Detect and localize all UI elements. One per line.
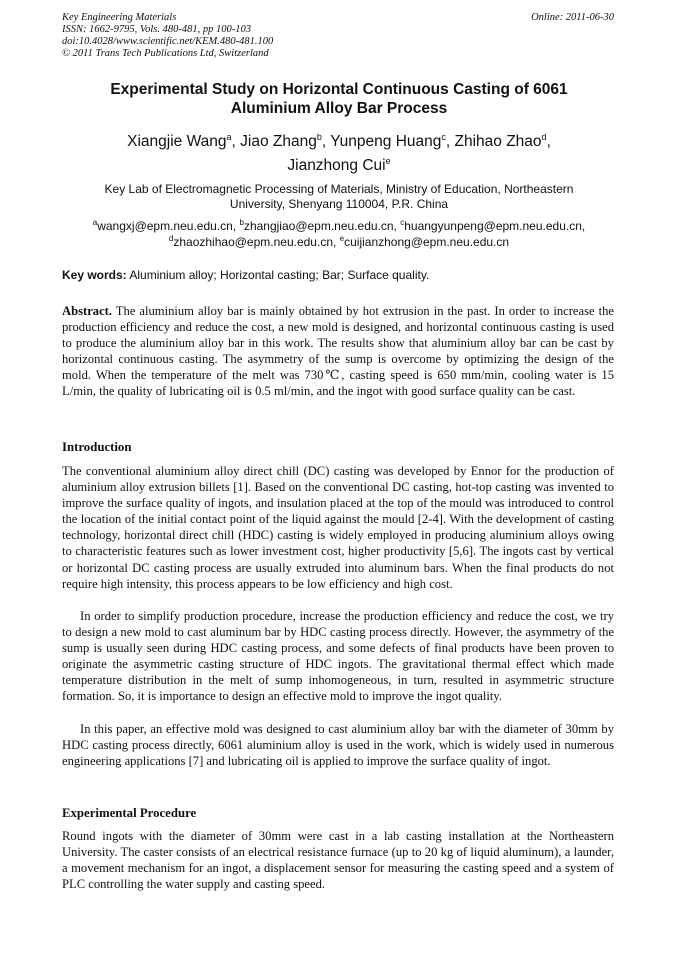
abstract-label: Abstract. <box>62 304 113 318</box>
intro-paragraph-1: The conventional aluminium alloy direct chill (DC) casting was developed by Ennor for the production of aluminium alloy extrusion billets [1]. Based on the conventional DC casting, hot-top casting was invented to improve the surface quality of ingots, and insulation placed at the top of the mould was introduced to control the location of the initial contact point of the liquid against the mould [2-4]. With the development of casting technology, horizontal direct chill (HDC) casting is widely employed in producing aluminium alloys owing to characteristic features such as lower investment cost, higher productivity [5,6]. The ingots cast by vertical or horizontal DC casting process are usually extruded into aluminum bars. When the final products do not require high intensity, this process appears to be low efficiency and high cost. <box>62 464 614 591</box>
author-separator: , <box>546 133 551 150</box>
email-mark: d <box>168 234 174 243</box>
email-list <box>70 218 608 250</box>
intro-paragraph-2: In order to simplify production procedure, increase the production efficiency and reduce the cost, we try to design a new mold to cast aluminum bar by HDC casting process directly. However, the asymmetry of the sump is usually seen during HDC casting process, and some defects of final products have been proven to originate the asymmetric casting structure of HDC ingots. The gravitational thermal effect which made temperature distribution in the melt of sump inhomogeneous, in turn, resulted in asymmetric structure formation. So, it is importance to design an effective mold to improve the ingot quality. <box>62 609 614 704</box>
affiliation <box>80 182 598 212</box>
journal-header <box>62 12 614 60</box>
keywords-label: Key words: <box>62 268 127 282</box>
author-list <box>80 130 598 178</box>
author-affil-mark: b <box>316 132 322 142</box>
email-address[interactable]: cuijianzhong@epm.neu.edu.cn <box>344 235 510 249</box>
paper-title <box>70 80 608 118</box>
author-separator: , <box>231 133 241 150</box>
title-line-2: Aluminium Alloy Bar Process <box>230 100 448 117</box>
title-line-1: Experimental Study on Horizontal Continuous Casting of 6061 <box>110 81 568 98</box>
author-affil-mark: d <box>541 132 547 142</box>
author-affil-mark: c <box>441 132 446 142</box>
copyright-line: © 2011 Trans Tech Publications Ltd, Switzerland <box>62 48 269 59</box>
email-address[interactable]: wangxj@epm.neu.edu.cn, <box>97 219 240 233</box>
journal-name: Key Engineering Materials <box>62 12 177 23</box>
author-name: Zhihao Zhao <box>454 133 542 150</box>
author-name: Jiao Zhang <box>240 133 317 150</box>
email-address[interactable]: huangyunpeng@epm.neu.edu.cn, <box>404 219 586 233</box>
author-separator: , <box>321 133 331 150</box>
online-date: Online: 2011-06-30 <box>531 12 614 23</box>
author-separator: , <box>445 133 455 150</box>
author-affil-mark: e <box>385 156 391 166</box>
email-mark: a <box>92 218 98 227</box>
introduction-heading: Introduction <box>62 440 132 454</box>
author-name: Yunpeng Huang <box>330 133 442 150</box>
experimental-heading: Experimental Procedure <box>62 806 197 820</box>
email-mark: c <box>400 218 405 227</box>
keywords-text: Aluminium alloy; Horizontal casting; Bar; Surface quality. <box>126 268 430 282</box>
doi-line: doi:10.4028/www.scientific.net/KEM.480-481.100 <box>62 36 274 47</box>
keywords <box>62 268 616 283</box>
issn-line: ISSN: 1662-9795, Vols. 480-481, pp 100-103 <box>62 24 251 35</box>
abstract-text: The aluminium alloy bar is mainly obtained by hot extrusion in the past. In order to increase the production efficiency and reduce the cost, a new mold is designed, and horizontal continuous casting is used to produce the aluminium alloy bar in this work. The results show that aluminium alloy bar can be cast by horizontal continuous casting. The asymmetry of the sump is overcome by optimizing the design of the mold. When the temperature of the melt was 730℃, casting speed is 650 mm/min, cooling water is 15 L/min, the quality of lubricating oil is 0.5 ml/min, and the ingot with good surface quality can be cast. <box>62 304 614 399</box>
email-address[interactable]: zhaozhihao@epm.neu.edu.cn, <box>173 235 340 249</box>
abstract <box>62 303 614 400</box>
author-name: Xiangjie Wang <box>127 133 227 150</box>
email-mark: e <box>339 234 345 243</box>
author-affil-mark: a <box>226 132 232 142</box>
intro-paragraph-3: In this paper, an effective mold was designed to cast aluminium alloy bar with the diameter of 30mm by HDC casting process directly, 6061 aluminium alloy is used in the work, which is widely used in numerous engineering applications [7] and lubricating oil is applied to improve the surface quality of ingot. <box>62 722 614 769</box>
email-address[interactable]: zhangjiao@epm.neu.edu.cn, <box>243 219 401 233</box>
affiliation-line-1: Key Lab of Electromagnetic Processing of Materials, Ministry of Education, Northeastern <box>104 182 574 196</box>
experimental-paragraph-1: Round ingots with the diameter of 30mm were cast in a lab casting installation at the Northeastern University. The caster consists of an electrical resistance furnace (up to 20 kg of liquid aluminum), a launder, a movement mechanism for an ingot, a displacement sensor for measuring the casting speed and a system of PLC controlling the water supply and casting speed. <box>62 829 614 892</box>
email-mark: b <box>239 218 244 227</box>
affiliation-line-2: University, Shenyang 110004, P.R. China <box>229 197 449 211</box>
author-name: Jianzhong Cui <box>287 157 386 174</box>
